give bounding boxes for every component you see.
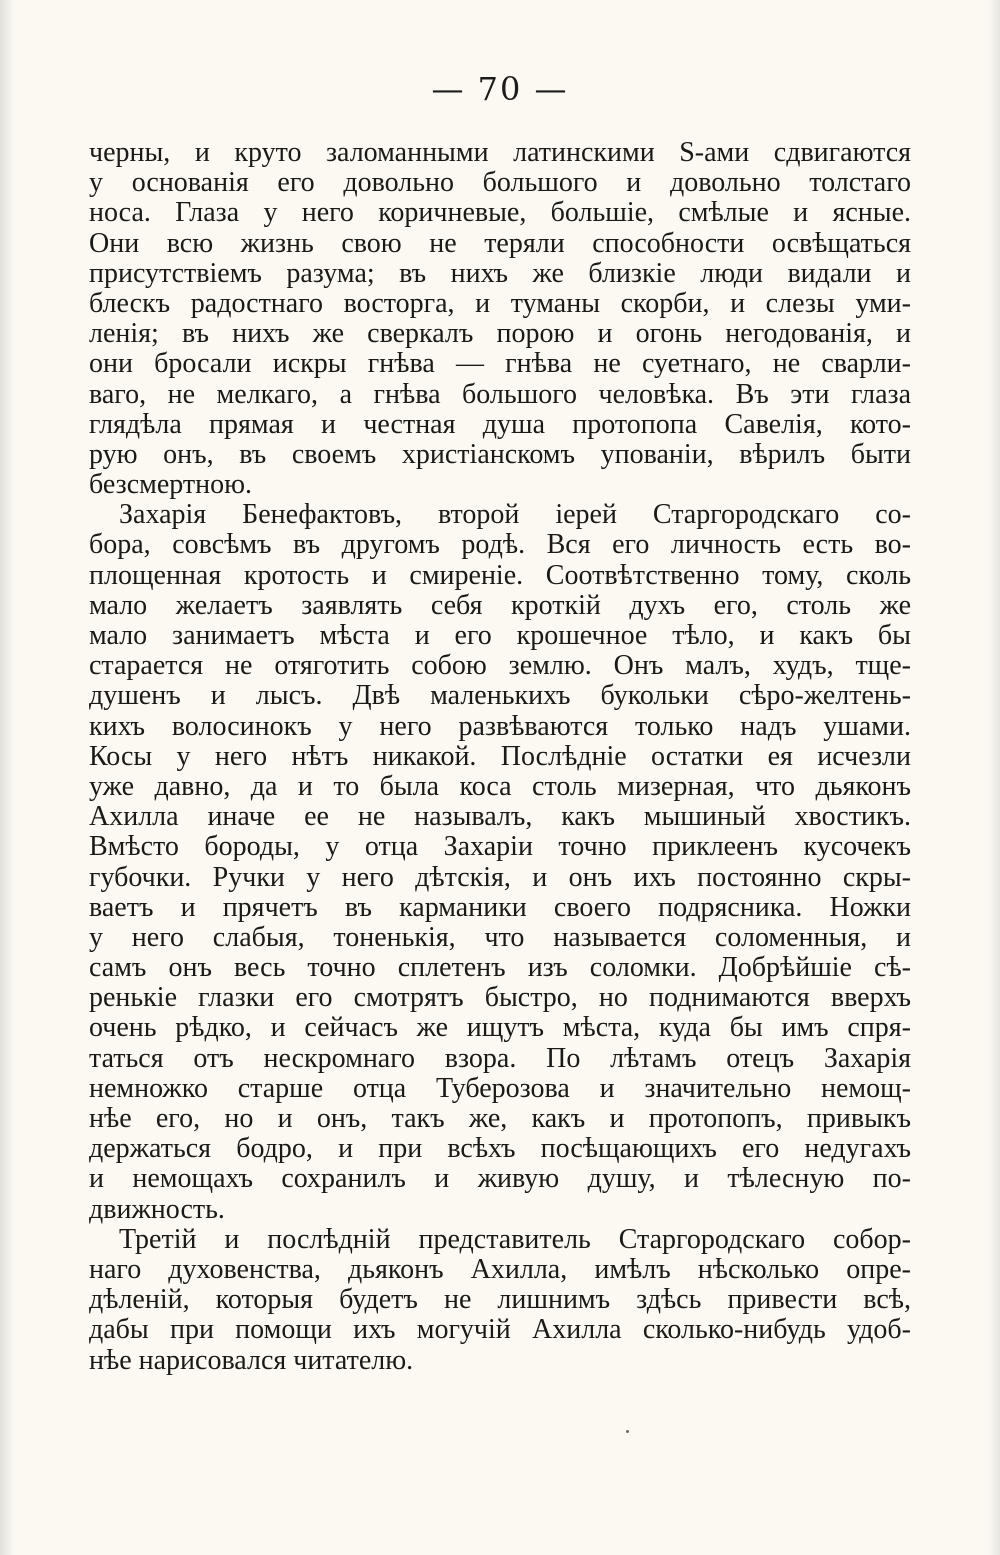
text-line: мало желаетъ заявлять себя кроткій духъ его, столь же	[89, 590, 911, 621]
text-line: ленія; въ нихъ же сверкалъ порою и огонь негодованія, и	[89, 319, 911, 350]
text-line: Захарія Бенефактовъ, второй іерей Старгородскаго со-	[119, 500, 911, 531]
text-line: носа. Глаза у него коричневые, большіе, смѣлые и ясные.	[89, 198, 911, 229]
ink-speck	[626, 1430, 629, 1433]
text-line: рую онъ, въ своемъ христіанскомъ упованіи, вѣрилъ быти	[89, 439, 911, 470]
text-line: немножко старше отца Туберозова и значительно немощ-	[89, 1073, 911, 1104]
text-line: уже давно, да и то была коса столь мизерная, что дьяконъ	[89, 771, 911, 802]
text-line: ваго, не мелкаго, а гнѣва большого человѣка. Въ эти глаза	[89, 379, 911, 410]
text-line: ваетъ и прячетъ въ карманики своего подрясника. Ножки	[89, 892, 911, 923]
text-line: нѣе нарисовался читателю.	[89, 1345, 414, 1376]
text-line: душенъ и лысъ. Двѣ маленькихъ букольки сѣро-желтень-	[89, 681, 911, 712]
text-line: Косы у него нѣтъ никакой. Послѣдніе остатки ея исчезли	[89, 741, 911, 772]
paragraph	[89, 138, 911, 500]
text-line: присутствіемъ разума; въ нихъ же близкіе люди видали и	[89, 258, 911, 289]
text-line: и немощахъ сохранилъ и живую душу, и тѣлесную по-	[89, 1164, 911, 1195]
paragraph	[89, 500, 911, 1225]
text-line: наго духовенства, дьяконъ Ахилла, имѣлъ нѣсколько опре-	[89, 1254, 911, 1285]
text-line: кихъ волосинокъ у него развѣваются только надъ ушами.	[89, 711, 911, 742]
text-line: нѣе его, но и онъ, такъ же, какъ и протопопъ, привыкъ	[89, 1104, 911, 1134]
text-line: у него слабыя, тоненькія, что называется соломенныя, и	[89, 922, 911, 953]
text-line: старается не отяготить собою землю. Онъ малъ, худъ, тще-	[89, 651, 911, 682]
text-line: блескъ радостнаго восторга, и туманы скорби, и слезы уми-	[89, 288, 911, 319]
text-line: безсмертною.	[89, 470, 253, 501]
page-body-text	[89, 138, 911, 1376]
text-line: очень рѣдко, и сейчасъ же ищутъ мѣста, куда бы имъ спря-	[89, 1013, 911, 1044]
text-line: губочки. Ручки у него дѣтскія, и онъ ихъ постоянно скры-	[89, 862, 911, 893]
text-line: Вмѣсто бороды, у отца Захаріи точно приклеенъ кусочекъ	[89, 832, 911, 863]
text-line: дабы при помощи ихъ могучій Ахилла сколько-нибудь удоб-	[89, 1315, 911, 1346]
text-line: дѣленій, которыя будетъ не лишнимъ здѣсь привести всѣ,	[89, 1285, 911, 1316]
page-number: — 70 —	[431, 70, 569, 108]
text-line: самъ онъ весь точно сплетенъ изъ соломки. Добрѣйшіе сѣ-	[89, 953, 911, 984]
text-line: движность.	[89, 1194, 225, 1225]
text-line: бора, совсѣмъ въ другомъ родѣ. Вся его личность есть во-	[89, 530, 911, 561]
text-line: у основанія его довольно большого и довольно толстаго	[89, 168, 911, 199]
text-line: площенная кротость и смиреніе. Соотвѣтственно тому, сколь	[89, 560, 911, 591]
paragraph	[89, 1225, 911, 1376]
text-line: мало занимаетъ мѣста и его крошечное тѣло, и какъ бы	[89, 621, 911, 651]
text-line: глядѣла прямая и честная душа протопопа Савелія, кото-	[89, 409, 911, 440]
text-line: держаться бодро, и при всѣхъ посѣщающихъ его недугахъ	[89, 1134, 911, 1165]
text-line: Третій и послѣдній представитель Старгородскаго собор-	[119, 1224, 911, 1255]
text-line: Ахилла иначе ее не называлъ, какъ мышиный хвостикъ.	[89, 802, 911, 833]
text-line: таться отъ нескромнаго взора. По лѣтамъ отецъ Захарія	[89, 1043, 911, 1074]
text-line: черны, и круто заломанными латинскими S-ами сдвигаются	[89, 138, 911, 168]
text-line: ренькіе глазки его смотрятъ быстро, но поднимаются вверхъ	[89, 983, 911, 1014]
text-line: Они всю жизнь свою не теряли способности освѣщаться	[89, 228, 911, 259]
text-line: они бросали искры гнѣва — гнѣва не суетнаго, не сварли-	[89, 349, 911, 380]
